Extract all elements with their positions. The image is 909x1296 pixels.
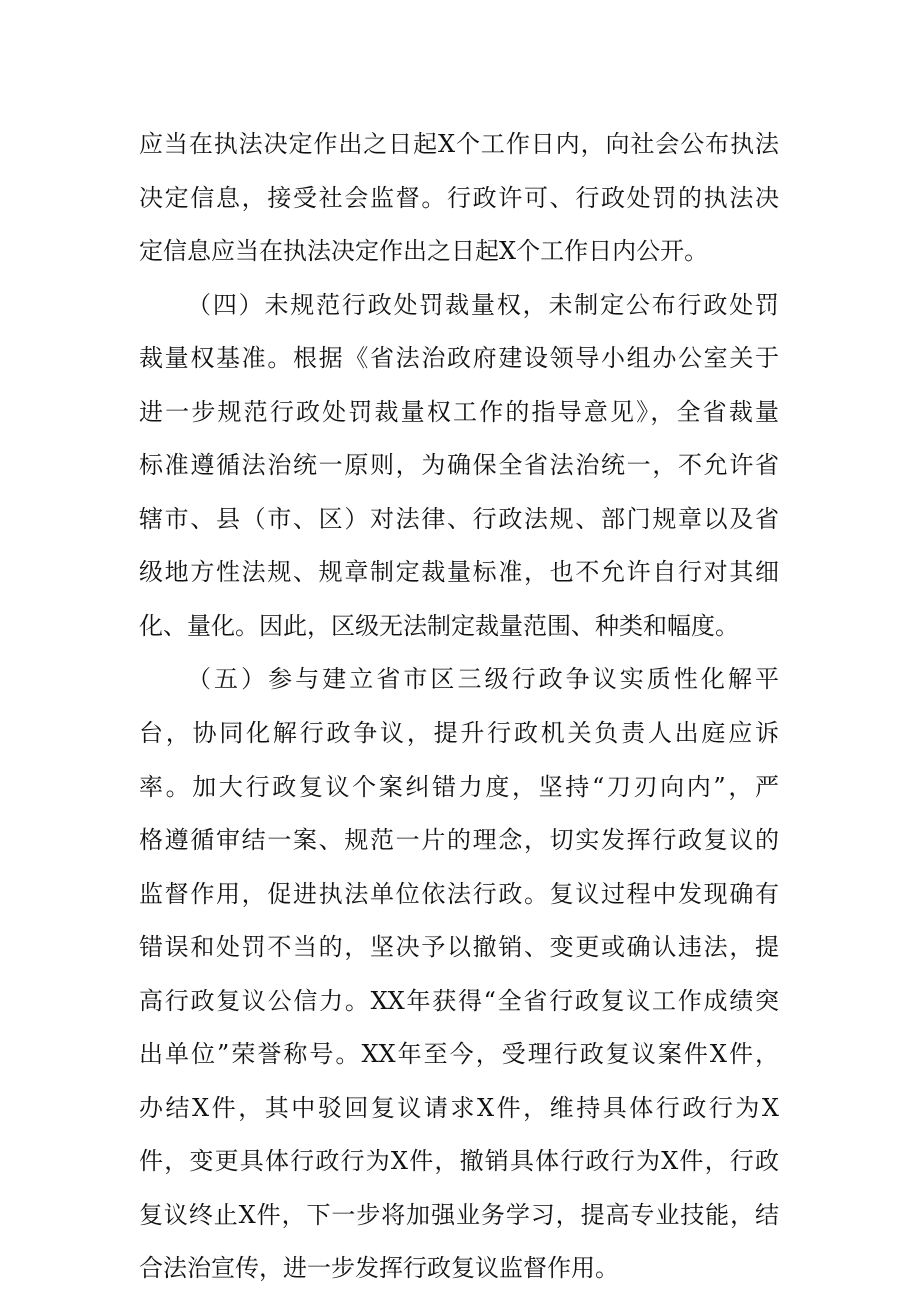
paragraph-heading-line: （四）未规范行政处罚裁量权，未制定公布行政处罚 (187, 290, 779, 319)
text-line: 台，协同化解行政争议，提升行政机关负责人出庭应诉 (139, 719, 779, 748)
text-line: 辖市、县（市、区）对法律、行政法规、部门规章以及省 (139, 504, 779, 533)
text-line: 决定信息，接受社会监督。行政许可、行政处罚的执法决 (139, 183, 779, 212)
text-line: 化、量化。因此，区级无法制定裁量范围、种类和幅度。 (139, 611, 739, 640)
text-line: 办结X件，其中驳回复议请求X件，维持具体行政行为X (139, 1093, 779, 1122)
text-line: 出单位”荣誉称号。XX年至今，受理行政复议案件X件， (139, 1040, 779, 1069)
text-line: 进一步规范行政处罚裁量权工作的指导意见》，全省裁量 (139, 397, 779, 426)
text-line: 应当在执法决定作出之日起X个工作日内，向社会公布执法 (139, 130, 779, 158)
text-line: 格遵循审结一案、规范一片的理念，切实发挥行政复议的 (139, 826, 779, 855)
text-line: 复议终止X件，下一步将加强业务学习，提高专业技能，结 (139, 1200, 779, 1229)
text-line: 件，变更具体行政行为X件，撤销具体行政行为X件，行政 (139, 1147, 779, 1176)
document-body (139, 118, 779, 1296)
text-line: 标准遵循法治统一原则，为确保全省法治统一，不允许省 (139, 451, 779, 480)
text-line: 监督作用，促进执法单位依法行政。复议过程中发现确有 (139, 879, 779, 908)
text-line: 错误和处罚不当的，坚决予以撤销、变更或确认违法，提 (139, 933, 779, 962)
text-line: 裁量权基准。根据《省法治政府建设领导小组办公室关于 (139, 344, 779, 373)
text-line: 高行政复议公信力。XX年获得“全省行政复议工作成绩突 (139, 986, 779, 1015)
text-line: 定信息应当在执法决定作出之日起X个工作日内公开。 (139, 237, 709, 266)
text-line: 率。加大行政复议个案纠错力度，坚持“刀刃向内”，严 (139, 772, 779, 801)
paragraph-heading-line: （五）参与建立省市区三级行政争议实质性化解平 (187, 665, 779, 694)
text-line: 级地方性法规、规章制定裁量标准，也不允许自行对其细 (139, 558, 779, 587)
text-line: 合法治宣传，进一步发挥行政复议监督作用。 (139, 1254, 619, 1283)
